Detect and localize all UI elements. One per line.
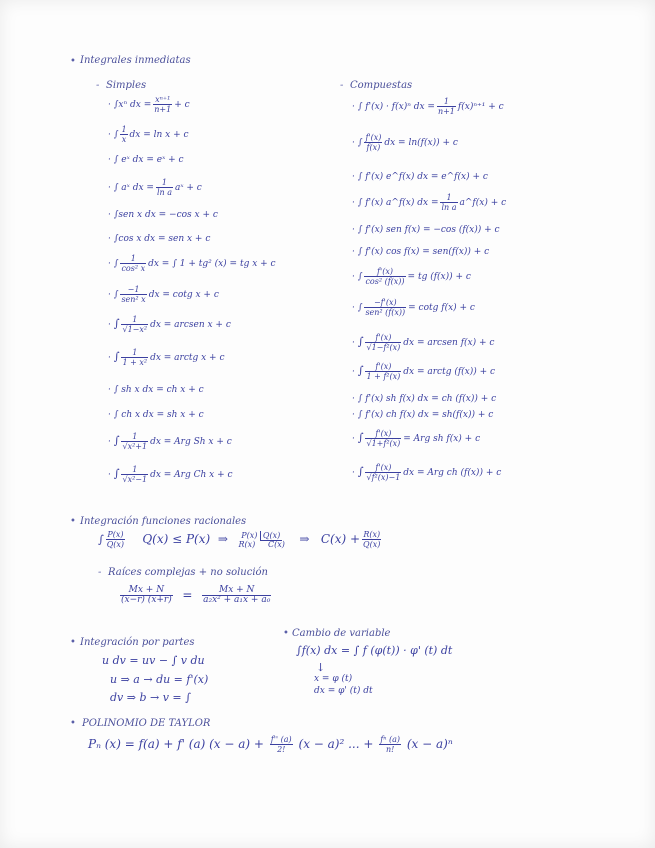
title-taylor: POLINOMIO DE TAYLOR bbox=[82, 718, 211, 729]
formula-c8: · ∫ −f'(x) sen² (f(x)) = cotg f(x) + c bbox=[352, 298, 475, 317]
formula-s13: · ∫ $\frac{1}{\text{√x²+1}}$ dx = Arg Sh x + c bbox=[108, 432, 232, 451]
bullet: • bbox=[70, 718, 76, 729]
formula-s9: · ∫ $\frac{1}{\text{√1−x²}}$ dx = arcsen x + c bbox=[108, 315, 231, 334]
title-cambio: Cambio de variable bbox=[292, 628, 391, 639]
bullet: • bbox=[283, 628, 289, 639]
formula-s6: · ∫cos x dx = sen x + c bbox=[108, 234, 211, 244]
formula-c11: · ∫ f'(x) sh f(x) dx = ch (f(x)) + c bbox=[352, 394, 497, 404]
title-racionales: Integración funciones racionales bbox=[80, 516, 247, 527]
formula-c6: · ∫ f'(x) cos f(x) = sen(f(x)) + c bbox=[352, 247, 490, 257]
racionales-formula: ∫ $\frac{P(x)}{Q(x)}$ Q(x) ≤ P(x) ⇒ P(x) Q(x) R(x) C(x) ⇒ C(x) + $\frac{R(x)}{Q(x)}$ bbox=[98, 530, 381, 549]
cambio-l2: x = φ (t) bbox=[314, 674, 353, 684]
formula-s10: · ∫ $\frac{1}{\text{1 + x²}}$ dx = arctg x + c bbox=[108, 348, 225, 367]
partes-l3: dv ⇒ b → v = ∫ bbox=[110, 691, 191, 704]
title-partes: Integración por partes bbox=[80, 637, 195, 648]
formula-c7: · ∫ $\frac{f'(x)}{\text{cos² (f(x))}}$ = tg (f(x)) + c bbox=[352, 267, 471, 286]
formula-c2: · ∫ $\frac{f'(x)}{f(x)}$ dx = ln(f(x)) + c bbox=[352, 133, 458, 152]
partes-l2: u ⇒ a → du = f'(x) bbox=[110, 673, 209, 686]
formula-c10: · ∫ $\frac{f'(x)}{\text{1 + f²(x)}}$ dx = arctg (f(x)) + c bbox=[352, 362, 496, 381]
bullet: • bbox=[70, 56, 76, 67]
bullet: • bbox=[70, 516, 76, 527]
formula-s3: · ∫ eˣ dx = eˣ + c bbox=[108, 155, 184, 165]
formula-c3: · ∫ f'(x) e^f(x) dx = e^f(x) + c bbox=[352, 172, 488, 182]
formula-c1: · ∫ f'(x) · f(x)ⁿ dx = $\frac{1}{n+1}$ f(x)ⁿ⁺¹ + c bbox=[352, 97, 504, 116]
cambio-l1: ∫f(x) dx = ∫ f (φ(t)) · φ' (t) dt bbox=[296, 644, 453, 657]
formula-s7: · ∫ $\frac{1}{\text{cos² x}}$ dx = ∫ 1 + tg² (x) = tg x + c bbox=[108, 254, 276, 273]
cambio-l3: dx = φ' (t) dt bbox=[314, 686, 373, 696]
heading-simples: Simples bbox=[106, 80, 147, 91]
formula-c9: · ∫ $\frac{f'(x)}{\text{√1−f²(x)}}$ dx = arcsen f(x) + c bbox=[352, 333, 495, 352]
formula-s1: · ∫xⁿ dx = $\frac{\text{xⁿ⁺¹}}{n+1}$ + c bbox=[108, 95, 190, 114]
bullet: - bbox=[96, 80, 100, 91]
bullet: - bbox=[98, 567, 102, 578]
raices-formula: $\frac{Mx + N}{(x-r) (x+r̄)}$ = $\frac{Mx + N}{\text{a₂x² + a₁x + a₀}}$ bbox=[121, 585, 271, 605]
partes-l1: u dv = uv − ∫ v du bbox=[102, 654, 205, 667]
formula-c5: · ∫ f'(x) sen f(x) = −cos (f(x)) + c bbox=[352, 225, 500, 235]
title-integrales-inmediatas: Integrales inmediatas bbox=[80, 55, 191, 66]
bullet: • bbox=[70, 637, 76, 648]
raices-complejas: Raíces complejas + no solución bbox=[108, 567, 268, 578]
formula-s2: · ∫ $\frac{1}{x}$ dx = ln x + c bbox=[108, 125, 189, 144]
formula-s12: · ∫ ch x dx = sh x + c bbox=[108, 410, 204, 420]
formula-s4: · ∫ aˣ dx = $\frac{1}{\text{ln a}}$ aˣ + c bbox=[108, 178, 202, 197]
formula-s14: · ∫ $\frac{1}{\text{√x²−1}}$ dx = Arg Ch x + c bbox=[108, 465, 233, 484]
formula-s5: · ∫sen x dx = −cos x + c bbox=[108, 210, 218, 220]
taylor-formula: Pₙ (x) = f(a) + f' (a) (x − a) + $\frac{f'' (a)}{2!}$ (x − a)² ... + $\frac{\text{fⁿ (a)}}{n!}$ (x − a)ⁿ bbox=[88, 735, 453, 754]
formula-c14: · ∫ $\frac{f'(x)}{\text{√f²(x)−1}}$ dx = Arg ch (f(x)) + c bbox=[352, 463, 502, 482]
heading-compuestas: Compuestas bbox=[350, 80, 413, 91]
cambio-arrow: ↓ bbox=[316, 661, 326, 674]
bullet: - bbox=[340, 80, 344, 91]
formula-c13: · ∫ $\frac{f'(x)}{\text{√1+f²(x)}}$ = Arg sh f(x) + c bbox=[352, 429, 481, 448]
formula-c12: · ∫ f'(x) ch f(x) dx = sh(f(x)) + c bbox=[352, 410, 494, 420]
formula-c4: · ∫ f'(x) a^f(x) dx = $\frac{1}{\text{ln a}}$ a^f(x) + c bbox=[352, 193, 507, 212]
formula-s8: · ∫ −1 sen² x dx = cotg x + c bbox=[108, 285, 219, 304]
formula-s11: · ∫ sh x dx = ch x + c bbox=[108, 385, 204, 395]
